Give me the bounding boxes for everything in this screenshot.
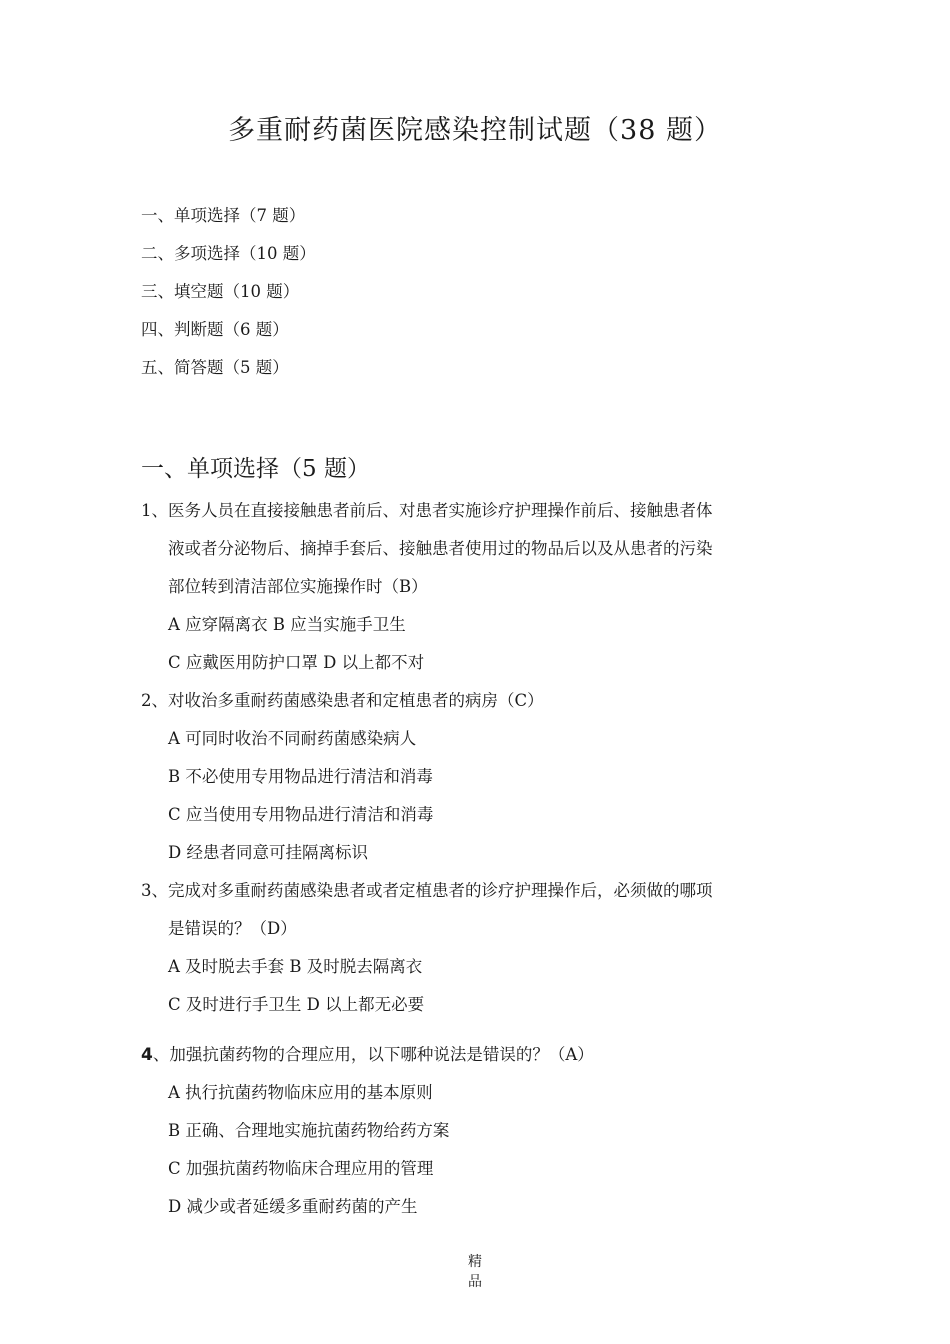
answer-options: C 应戴医用防护口罩 D 以上都不对: [168, 653, 425, 672]
answer-option: C 加强抗菌药物临床合理应用的管理: [168, 1159, 434, 1178]
question-list: [141, 492, 821, 1226]
question-2: [141, 682, 821, 872]
question-text: 是错误的？（D）: [168, 919, 297, 938]
answer-options: C 及时进行手卫生 D 以上都无必要: [168, 995, 425, 1014]
footer-mark: 精: [468, 1254, 482, 1270]
answer-options: A 应穿隔离衣 B 应当实施手卫生: [168, 615, 406, 634]
question-text: 1、医务人员在直接接触患者前后、对患者实施诊疗护理操作前后、接触患者体: [141, 501, 713, 520]
question-number: 4: [141, 1045, 153, 1065]
toc-item: 一、单项选择（7 题）: [141, 206, 306, 225]
toc-item: 四、判断题（6 题）: [141, 320, 289, 339]
question-text: 液或者分泌物后、摘掉手套后、接触患者使用过的物品后以及从患者的污染: [168, 539, 713, 558]
answer-option: D 经患者同意可挂隔离标识: [168, 843, 368, 862]
answer-option: B 不必使用专用物品进行清洁和消毒: [168, 767, 433, 786]
question-3: [141, 872, 821, 1024]
section-heading: 一、单项选择（5 题）: [141, 456, 370, 482]
answer-options: A 及时脱去手套 B 及时脱去隔离衣: [168, 957, 423, 976]
document-title: 多重耐药菌医院感染控制试题（38 题）: [228, 115, 722, 146]
answer-option: D 减少或者延缓多重耐药菌的产生: [168, 1197, 418, 1216]
answer-option: C 应当使用专用物品进行清洁和消毒: [168, 805, 434, 824]
question-text: 2、对收治多重耐药菌感染患者和定植患者的病房（C）: [141, 691, 544, 710]
question-4: [141, 1036, 821, 1226]
footer-mark: 品: [468, 1274, 482, 1290]
table-of-contents: [141, 202, 316, 392]
question-body: 、加强抗菌药物的合理应用，以下哪种说法是错误的？（A）: [152, 1045, 594, 1064]
question-text: 3、完成对多重耐药菌感染患者或者定植患者的诊疗护理操作后，必须做的哪项: [141, 881, 713, 900]
page-footer: [0, 1252, 950, 1292]
answer-option: A 执行抗菌药物临床应用的基本原则: [168, 1083, 433, 1102]
answer-option: A 可同时收治不同耐药菌感染病人: [168, 729, 417, 748]
question-text: [141, 1036, 821, 1074]
answer-option: B 正确、合理地实施抗菌药物给药方案: [168, 1121, 450, 1140]
toc-item: 二、多项选择（10 题）: [141, 244, 316, 263]
question-text: 部位转到清洁部位实施操作时（B）: [168, 577, 428, 596]
toc-item: 三、填空题（10 题）: [141, 282, 300, 301]
toc-item: 五、简答题（5 题）: [141, 358, 289, 377]
question-1: [141, 492, 821, 682]
